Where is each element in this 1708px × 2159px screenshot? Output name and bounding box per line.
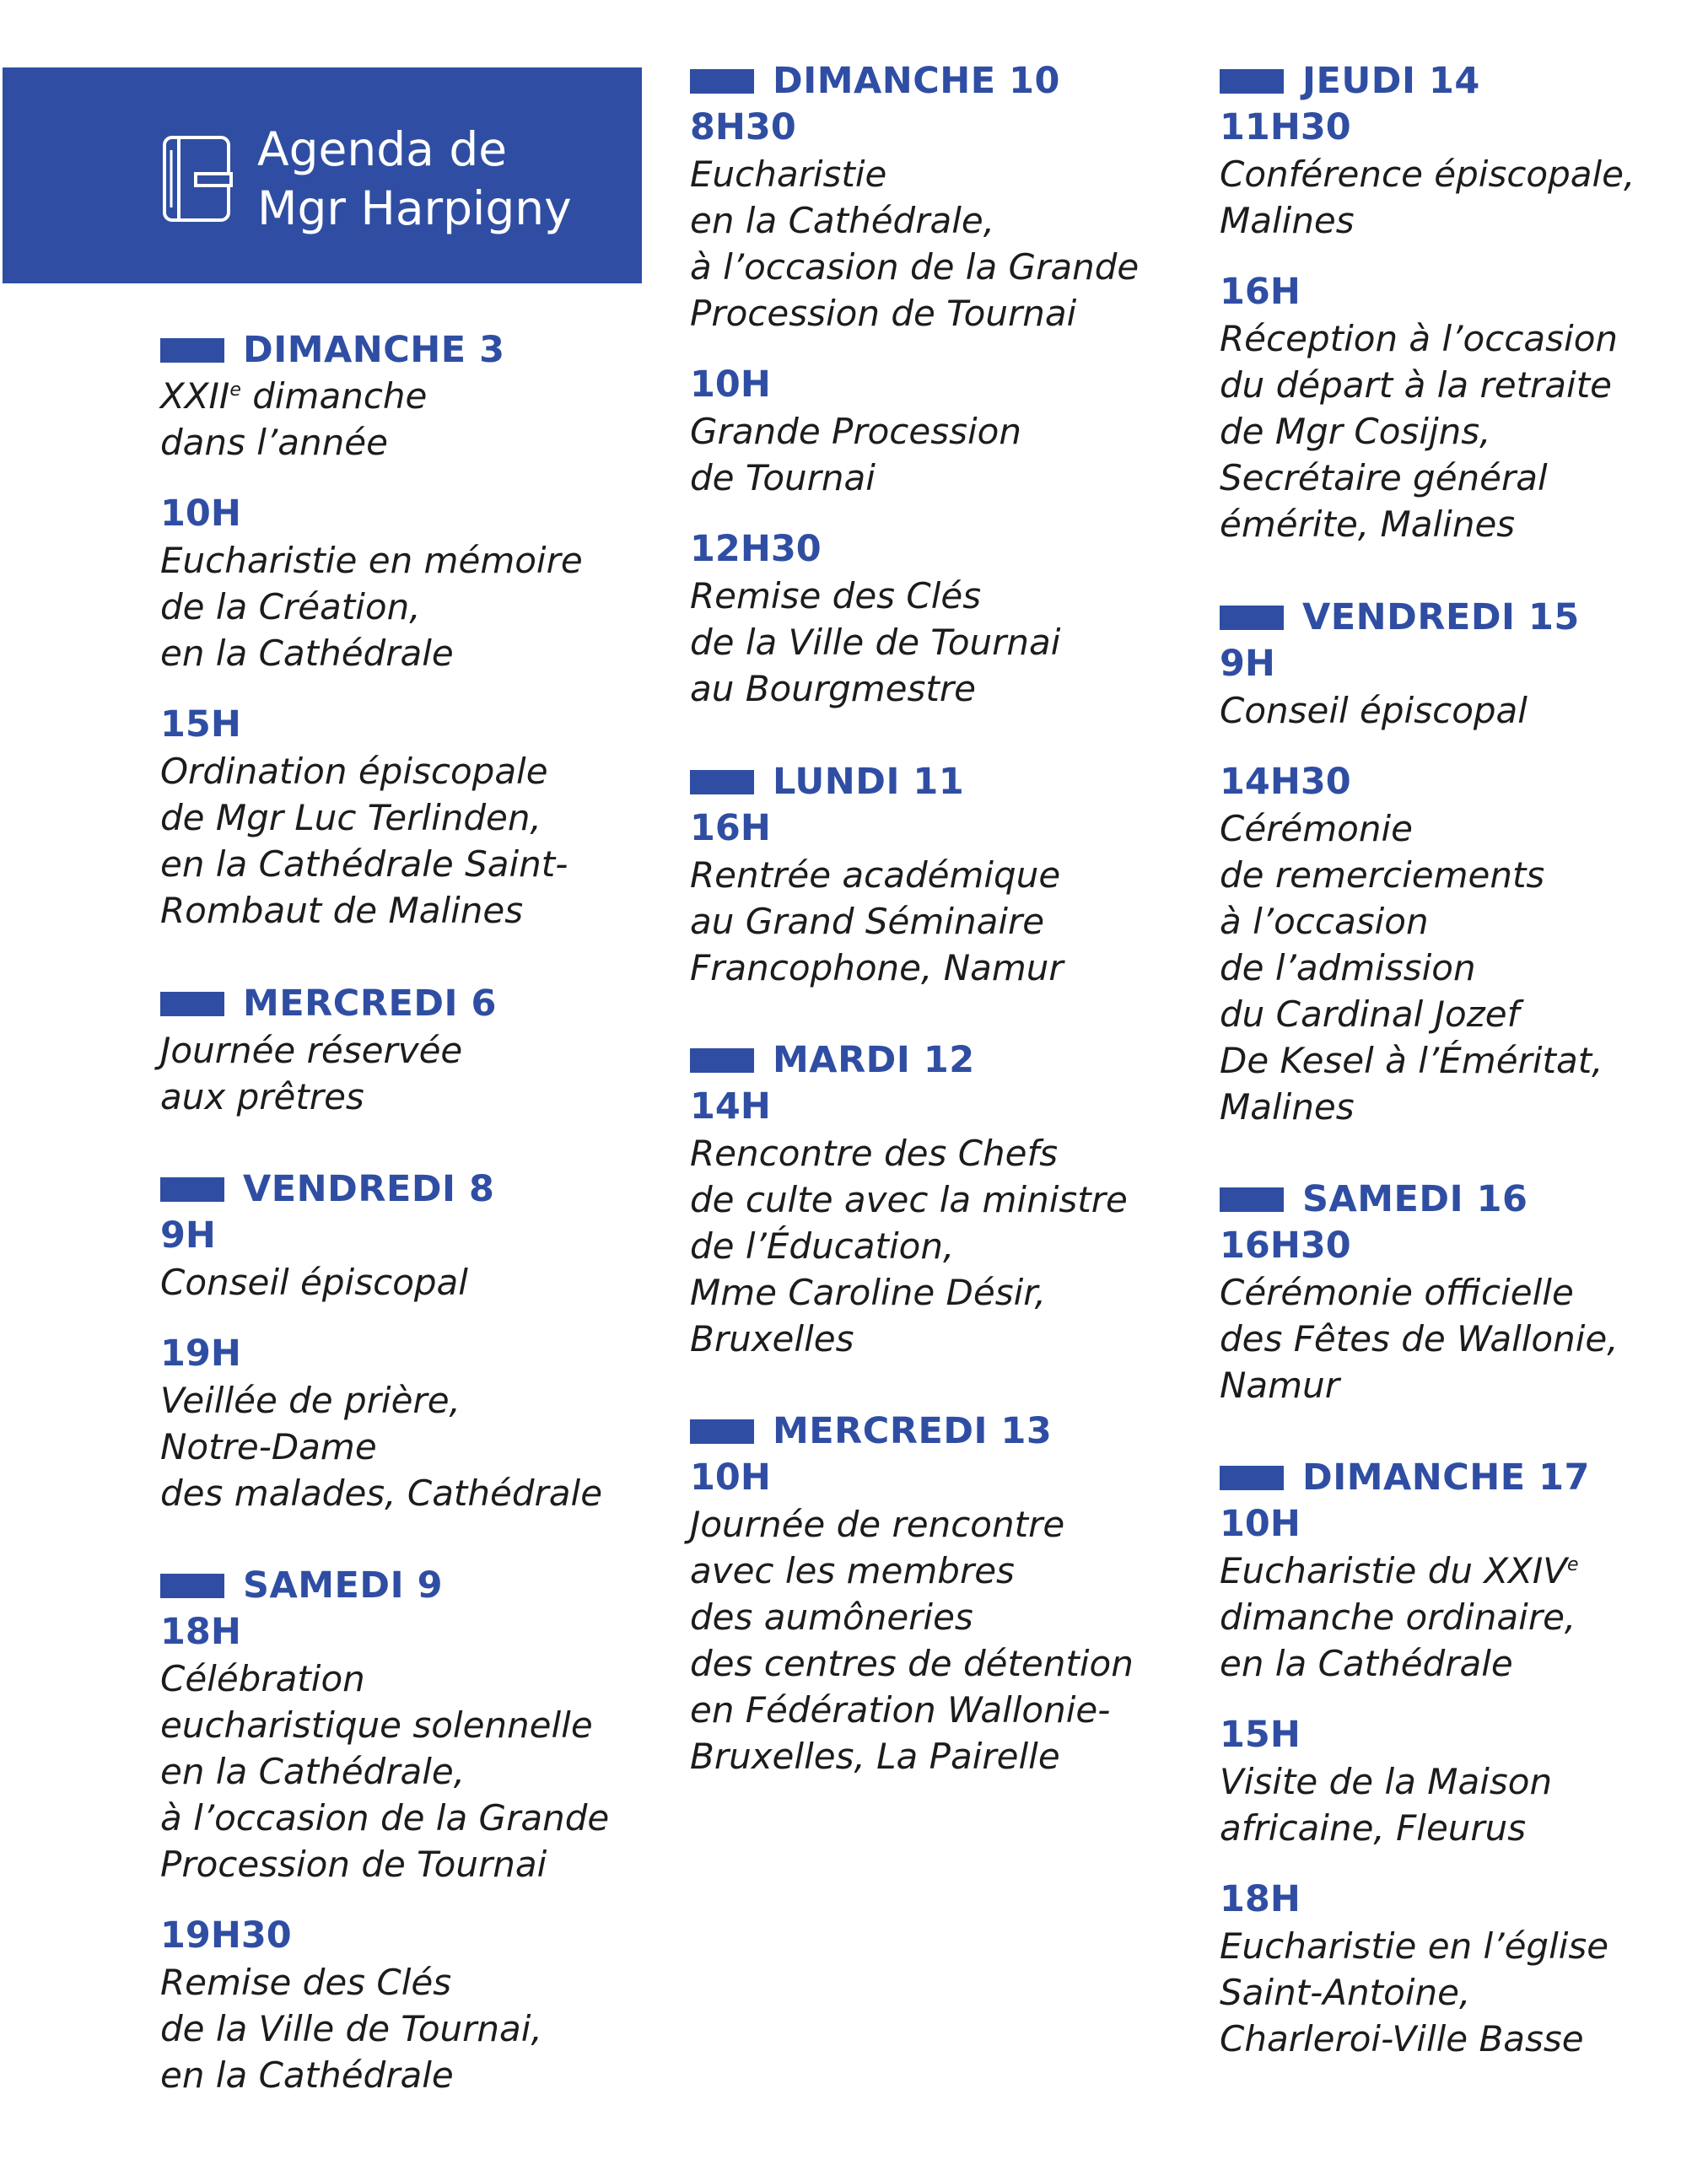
event-text: Conseil épiscopal (1220, 690, 1528, 731)
day-intro (160, 373, 427, 466)
day-marker (690, 1419, 754, 1444)
event-time: 11H30 (1220, 106, 1351, 148)
day-label: DIMANCHE 3 (243, 329, 505, 371)
day-label: MERCREDI 13 (773, 1410, 1053, 1452)
day-label: MARDI 12 (773, 1039, 975, 1081)
event-text: Rencontre des Chefs de culte avec la ministre de l’Éducation, Mme Caroline Désir, Bruxelles (690, 1133, 1128, 1359)
event-time: 8H30 (690, 106, 796, 148)
day-header (160, 1166, 494, 1213)
agenda-title (257, 120, 572, 238)
event-text: Eucharistie en la Cathédrale, à l’occasion de la Grande Procession de Tournai (690, 153, 1140, 334)
event-text: Grande Procession de Tournai (690, 411, 1021, 498)
day-marker (690, 1048, 754, 1073)
day-header (690, 1037, 975, 1084)
event-time: 18H (1220, 1878, 1301, 1920)
day-marker (1220, 606, 1284, 630)
day-marker (160, 1574, 224, 1598)
intro-text-pre: XXII (160, 375, 230, 417)
event-time: 10H (690, 1456, 771, 1499)
day-marker (160, 338, 224, 363)
agenda-book-icon (162, 135, 234, 223)
intro-sup: e (229, 380, 241, 401)
event-text-pre: Eucharistie du XXIV (1220, 1550, 1568, 1591)
day-label: MERCREDI 6 (243, 983, 497, 1025)
event-time: 16H (690, 807, 771, 849)
event-text: Visite de la Maison africaine, Fleurus (1220, 1761, 1553, 1849)
day-label: VENDREDI 15 (1302, 596, 1580, 638)
event-time: 10H (1220, 1503, 1301, 1545)
day-header (690, 1408, 1052, 1455)
day-header (160, 1563, 443, 1609)
event-text: Eucharistie en l’église Saint-Antoine, Charleroi-Ville Basse (1220, 1925, 1609, 2059)
day-header (1220, 595, 1580, 641)
event-text: Cérémonie de remerciements à l’occasion de l’admission du Cardinal Jozef De Kesel à l’Éméritat, Malines (1220, 808, 1603, 1128)
event-text: Ordination épiscopale de Mgr Luc Terlinden, en la Cathédrale Saint- Rombaut de Malines (160, 751, 568, 931)
agenda-title-line-1: Agenda de (257, 122, 508, 176)
day-marker (690, 770, 754, 794)
day-marker (1220, 1187, 1284, 1212)
agenda-title-line-2: Mgr Harpigny (257, 181, 572, 235)
event-time: 19H30 (160, 1914, 292, 1957)
event-time: 10H (160, 493, 241, 535)
day-header (1220, 1455, 1590, 1501)
day-marker (1220, 69, 1284, 94)
day-header (1220, 1176, 1528, 1223)
event-time: 19H (160, 1333, 241, 1375)
event-time: 10H (690, 363, 771, 406)
day-header (1220, 58, 1480, 105)
day-label: DIMANCHE 10 (773, 60, 1060, 102)
event-text: Cérémonie officielle des Fêtes de Wallonie, Namur (1220, 1272, 1619, 1406)
event-text: Réception à l’occasion du départ à la retraite de Mgr Cosijns, Secrétaire général émérite, Malines (1220, 318, 1619, 545)
event-text: Conférence épiscopale, Malines (1220, 153, 1635, 241)
day-label: DIMANCHE 17 (1302, 1456, 1590, 1499)
day-header (160, 981, 497, 1027)
event-text: Remise des Clés de la Ville de Tournai, en la Cathédrale (160, 1962, 542, 2096)
day-label: JEUDI 14 (1302, 60, 1480, 102)
event-time: 14H (690, 1085, 771, 1128)
event-time: 12H30 (690, 528, 822, 570)
event-text: Journée de rencontre avec les membres des aumôneries des centres de détention en Fédération Wallonie- Bruxelles, La Pairelle (690, 1504, 1134, 1777)
day-marker (160, 1177, 224, 1202)
event-time: 18H (160, 1611, 241, 1653)
day-label: SAMEDI 9 (243, 1564, 443, 1607)
event-time: 16H30 (1220, 1225, 1351, 1267)
event-text-post: dimanche ordinaire, en la Cathédrale (1220, 1596, 1576, 1684)
event-time: 16H (1220, 271, 1301, 313)
day-header (160, 327, 505, 374)
intro-text-post: dimanche dans l’année (160, 375, 428, 463)
event-text: Veillée de prière, Notre-Dame des malades, Cathédrale (160, 1380, 603, 1514)
day-marker (690, 69, 754, 94)
event-time: 9H (1220, 643, 1275, 685)
event-text: Eucharistie en mémoire de la Création, en la Cathédrale (160, 540, 583, 674)
day-header (690, 58, 1060, 105)
event-text (1220, 1548, 1579, 1687)
event-time: 14H30 (1220, 761, 1351, 803)
event-text: Conseil épiscopal (160, 1262, 468, 1303)
day-header (690, 759, 964, 805)
event-text: Rentrée académique au Grand Séminaire Francophone, Namur (690, 854, 1064, 988)
day-label: VENDREDI 8 (243, 1168, 495, 1210)
event-time: 15H (1220, 1714, 1301, 1756)
day-marker (160, 992, 224, 1016)
event-sup: e (1567, 1554, 1579, 1575)
event-text: Célébration eucharistique solennelle en la Cathédrale, à l’occasion de la Grande Procession de Tournai (160, 1658, 610, 1885)
day-label: LUNDI 11 (773, 761, 965, 803)
event-text: Remise des Clés de la Ville de Tournai au Bourgmestre (690, 575, 1061, 709)
event-time: 15H (160, 703, 241, 746)
day-label: SAMEDI 16 (1302, 1178, 1528, 1220)
day-marker (1220, 1466, 1284, 1490)
event-text: Journée réservée aux prêtres (160, 1030, 463, 1117)
event-time: 9H (160, 1214, 216, 1257)
